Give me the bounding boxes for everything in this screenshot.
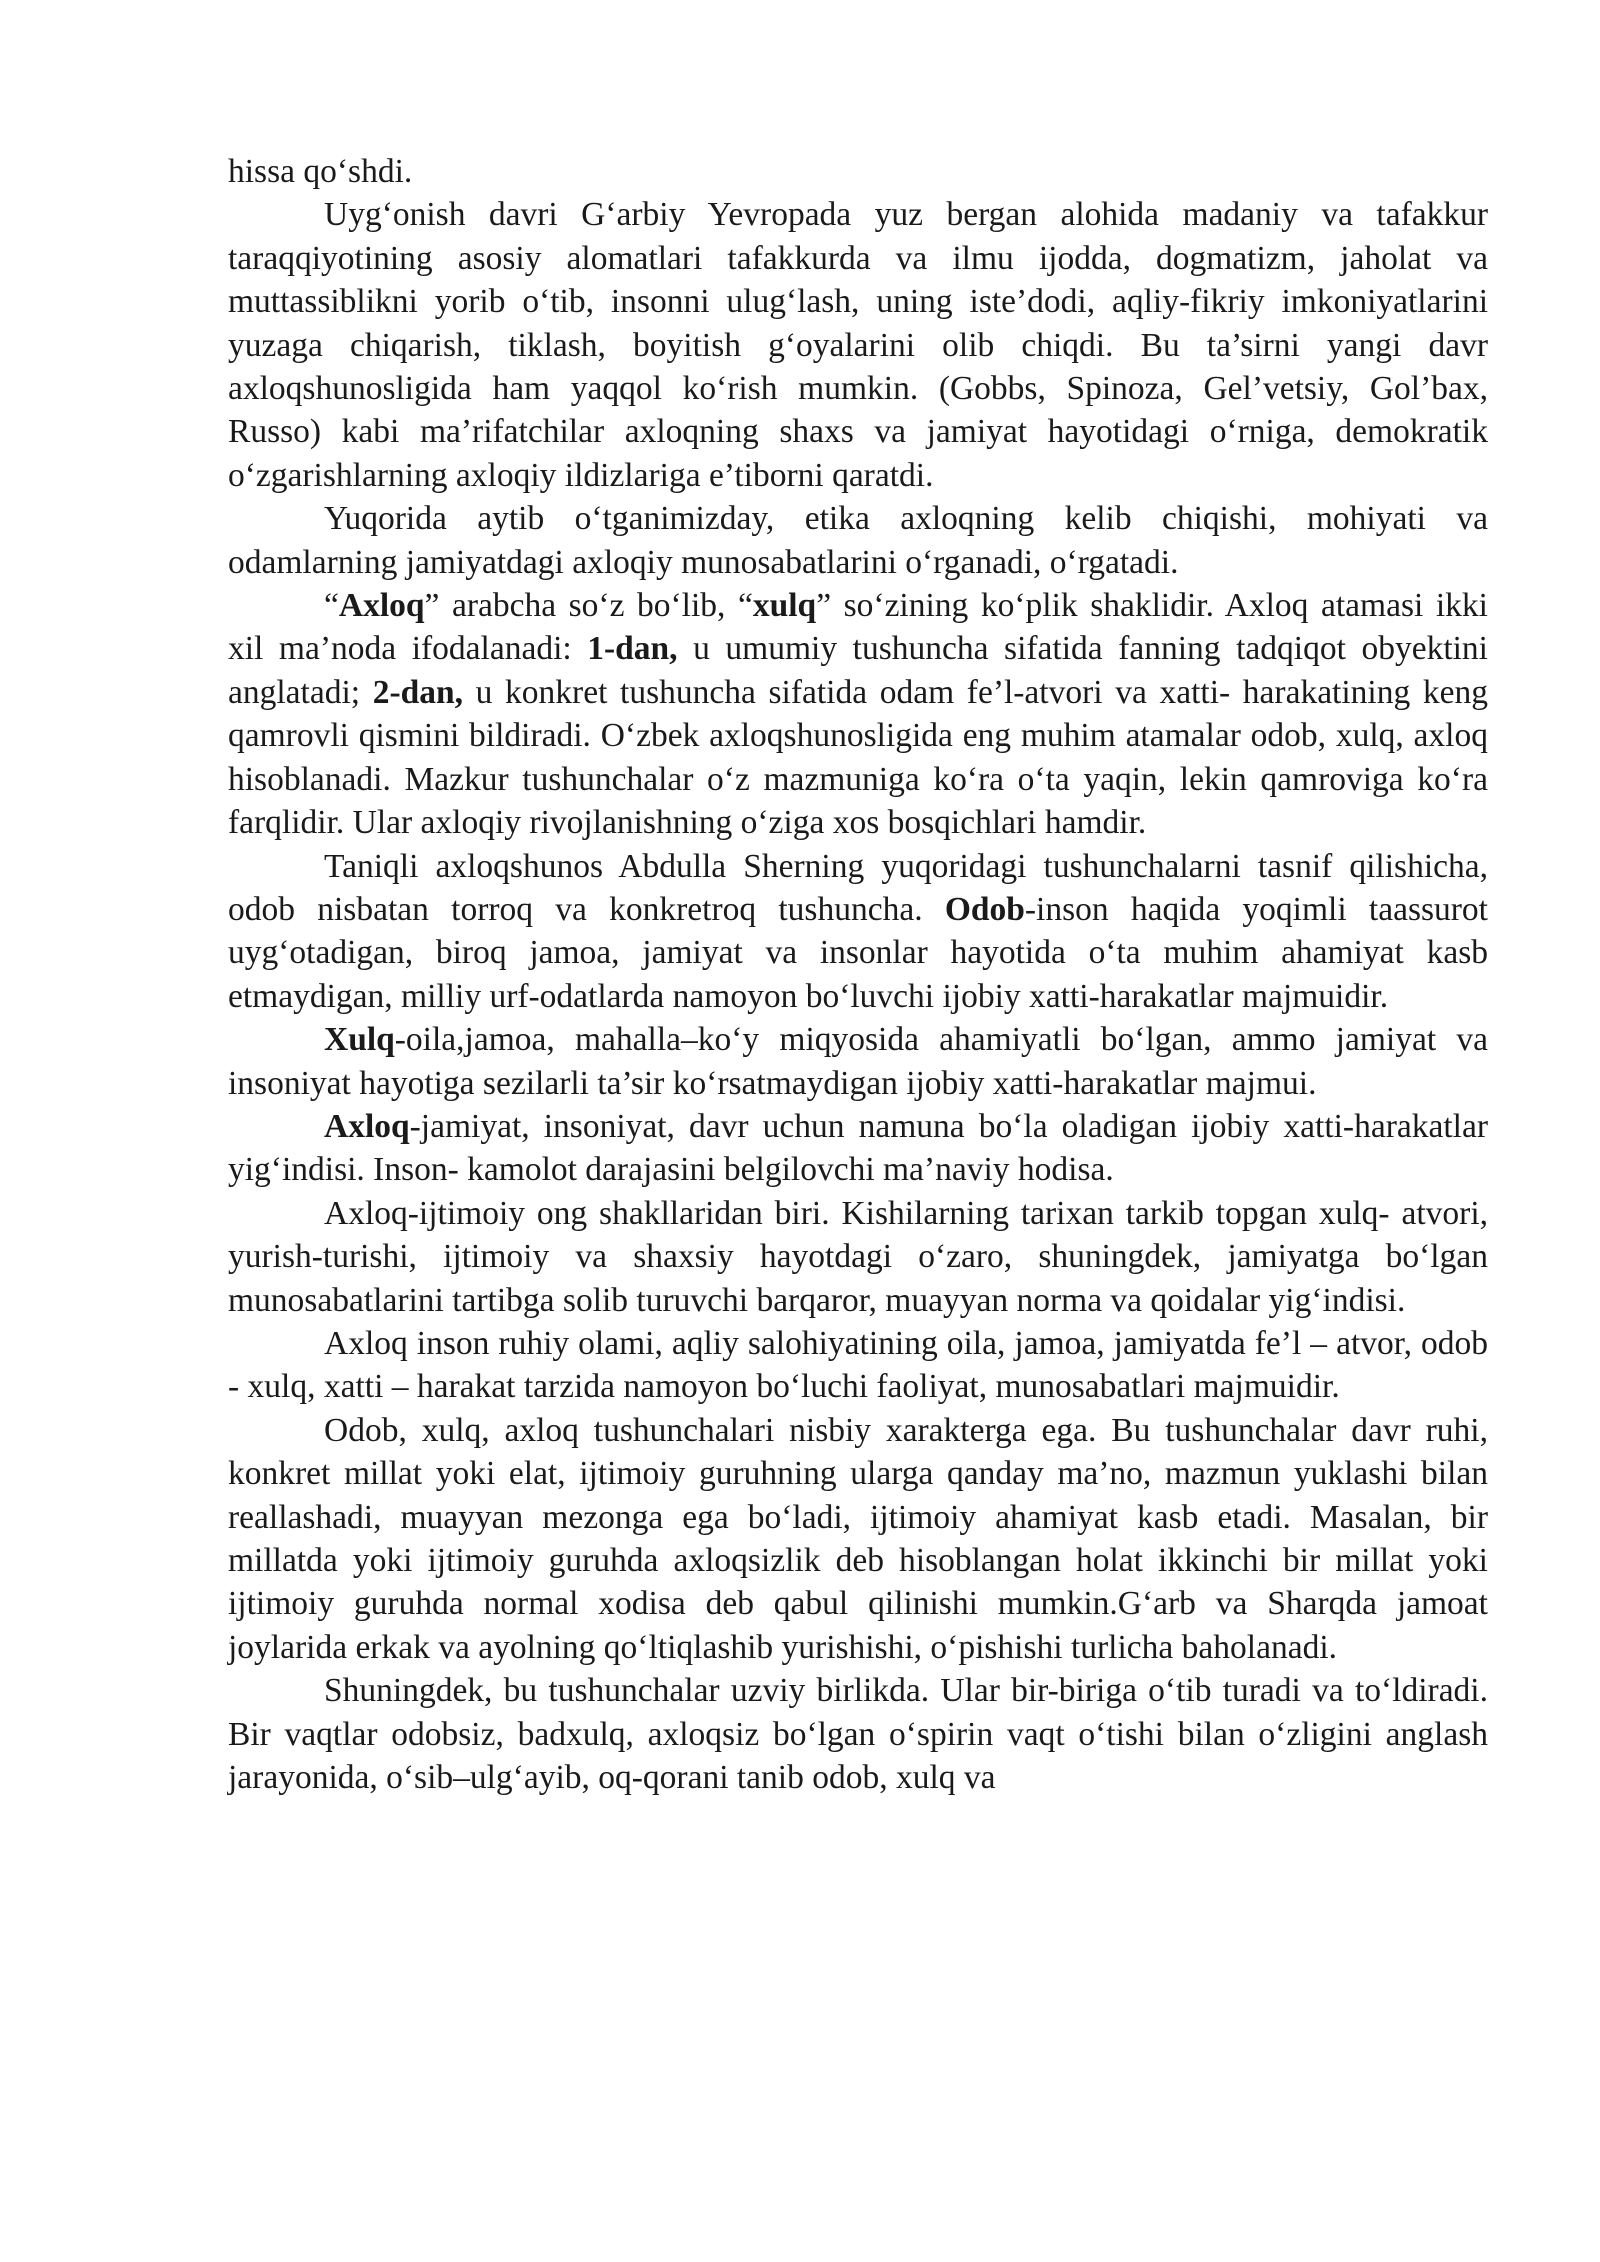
bold-term: Axloq — [338, 587, 425, 625]
paragraph-1 — [228, 150, 1488, 193]
text-run: Odob, xulq, axloq tushunchalari nisbiy xarakterga ega. Bu tushunchalar davr ruhi, konkret millat yoki elat, ijtimoiy guruhning ularga qanday ma’no, mazmun yuklashi bilan reallashadi, muayyan mezonga ega bo‘ladi, ijtimoiy ahamiyat kasb etadi. Masalan, bir millatda yoki ijtimoiy guruhda axloqsizlik deb hisoblangan holat ikkinchi bir millat yoki ijtimoiy guruhda normal xodisa deb qabul qilinishi mumkin.G‘arb va Sharqda jamoat joylarida erkak va ayolning qo‘ltiqlashib yurishishi, o‘pishishi turlicha baholanadi. — [228, 1411, 1488, 1666]
text-run: u konkret tushuncha sifatida odam fe’l-atvori va xatti- harakatining keng qamrovli qismini bildiradi. O‘zbek axloqshunosligida eng muhim atamalar odob, xulq, axloq hisoblanadi. Mazkur tushunchalar o‘z mazmuniga ko‘ra o‘ta yaqin, lekin qamroviga ko‘ra farqlidir. Ular axloqiy rivojlanishning o‘ziga xos bosqichlari hamdir. — [228, 673, 1488, 842]
paragraph-2 — [228, 193, 1488, 497]
paragraph-3 — [228, 497, 1488, 584]
paragraph-4 — [228, 584, 1488, 844]
bold-term: Odob — [944, 890, 1025, 928]
text-run: Uyg‘onish davri G‘arbiy Yevropada yuz bergan alohida madaniy va tafakkur taraqqiyotining asosiy alomatlari tafakkurda va ilmu ijodda, dogmatizm, jaholat va muttassiblikni yorib o‘tib, insonni ulug‘lash, uning iste’dodi, aqliy-fikriy imkoniyatlarini yuzaga chiqarish, tiklash, boyitish g‘oyalarini olib chiqdi. Bu ta’sirni yangi davr axloqshunosligida ham yaqqol ko‘rish mumkin. (Gobbs, Spinoza, Gel’vetsiy, Gol’bax, Russo) kabi ma’rifatchilar axloqning shaxs va jamiyat hayotidagi o‘rniga, demokratik o‘zgarishlarning axloqiy ildizlariga e’tiborni qaratdi. — [228, 196, 1488, 494]
bold-term: xulq — [752, 587, 817, 625]
text-run: -inson haqida yoqimli taassurot uyg‘otadigan, biroq jamoa, jamiyat va insonlar hayotida o‘ta muhim ahamiyat kasb etmaydigan, milliy urf-odatlarda namoyon bo‘luvchi ijobiy xatti-harakatlar majmuidir. — [228, 890, 1488, 1015]
paragraph-10 — [228, 1409, 1488, 1669]
bold-term: 1-dan, — [587, 630, 678, 668]
text-run: Shuningdek, bu tushunchalar uzviy birlikda. Ular bir-biriga o‘tib turadi va to‘ldiradi. Bir vaqtlar odobsiz, badxulq, axloqsiz bo‘lgan o‘spirin vaqt o‘tishi bilan o‘zligini anglash jarayonida, o‘sib–ulg‘ayib, oq-qorani tanib odob, xulq va — [228, 1672, 1488, 1797]
text-run: Axloq inson ruhiy olami, aqliy salohiyatining oila, jamoa, jamiyatda fe’l – atvor, odob - xulq, xatti – harakat tarzida namoyon bo‘luchi faoliyat, munosabatlari majmuidir. — [228, 1324, 1488, 1406]
text-run: ” arabcha so‘z bo‘lib, “ — [424, 587, 753, 625]
bold-term: 2-dan, — [372, 673, 464, 711]
text-run: ” so‘zining ko‘plik shaklidir. Axloq atamasi ikki xil ma’noda ifodalanadi: — [228, 587, 1488, 668]
text-run: u umumiy tushuncha sifatida fanning tadqiqot obyektini anglatadi; — [228, 630, 1488, 711]
paragraph-9 — [228, 1322, 1488, 1409]
text-run: Taniqli axloqshunos Abdulla Sherning yuqoridagi tushunchalarni tasnif qilishicha, odob nisbatan torroq va konkretroq tushuncha. — [228, 847, 1488, 928]
text-run: Axloq-ijtimoiy ong shakllaridan biri. Kishilarning tarixan tarkib topgan xulq- atvori, yurish-turishi, ijtimoiy va shaxsiy hayotdagi o‘zaro, shuningdek, jamiyatga bo‘lgan munosabatlarini tartibga solib turuvchi barqaror, muayyan norma va qoidalar yig‘indisi. — [228, 1194, 1488, 1319]
text-run: -oila,jamoa, mahalla–ko‘y miqyosida ahamiyatli bo‘lgan, ammo jamiyat va insoniyat hayotiga sezilarli ta’sir ko‘rsatmaydigan ijobiy xatti-harakatlar majmui. — [228, 1021, 1488, 1102]
text-run: Yuqorida aytib o‘tganimizday, etika axloqning kelib chiqishi, mohiyati va odamlarning jamiyatdagi axloqiy munosabatlarini o‘rganadi, o‘rgatadi. — [228, 500, 1488, 581]
document-page — [228, 150, 1488, 1799]
paragraph-7 — [228, 1105, 1488, 1192]
paragraph-11 — [228, 1669, 1488, 1799]
text-run: -jamiyat, insoniyat, davr uchun namuna bo‘la oladigan ijobiy xatti-harakatlar yig‘indisi. Inson- kamolot darajasini belgilovchi ma’naviy hodisa. — [228, 1107, 1488, 1189]
paragraph-6 — [228, 1018, 1488, 1105]
paragraph-8 — [228, 1192, 1488, 1322]
bold-term: Axloq — [324, 1107, 410, 1145]
bold-term: Xulq — [324, 1021, 395, 1059]
text-run: “ — [324, 587, 339, 625]
paragraph-5 — [228, 845, 1488, 1019]
text-run: hissa qo‘shdi. — [228, 153, 413, 190]
